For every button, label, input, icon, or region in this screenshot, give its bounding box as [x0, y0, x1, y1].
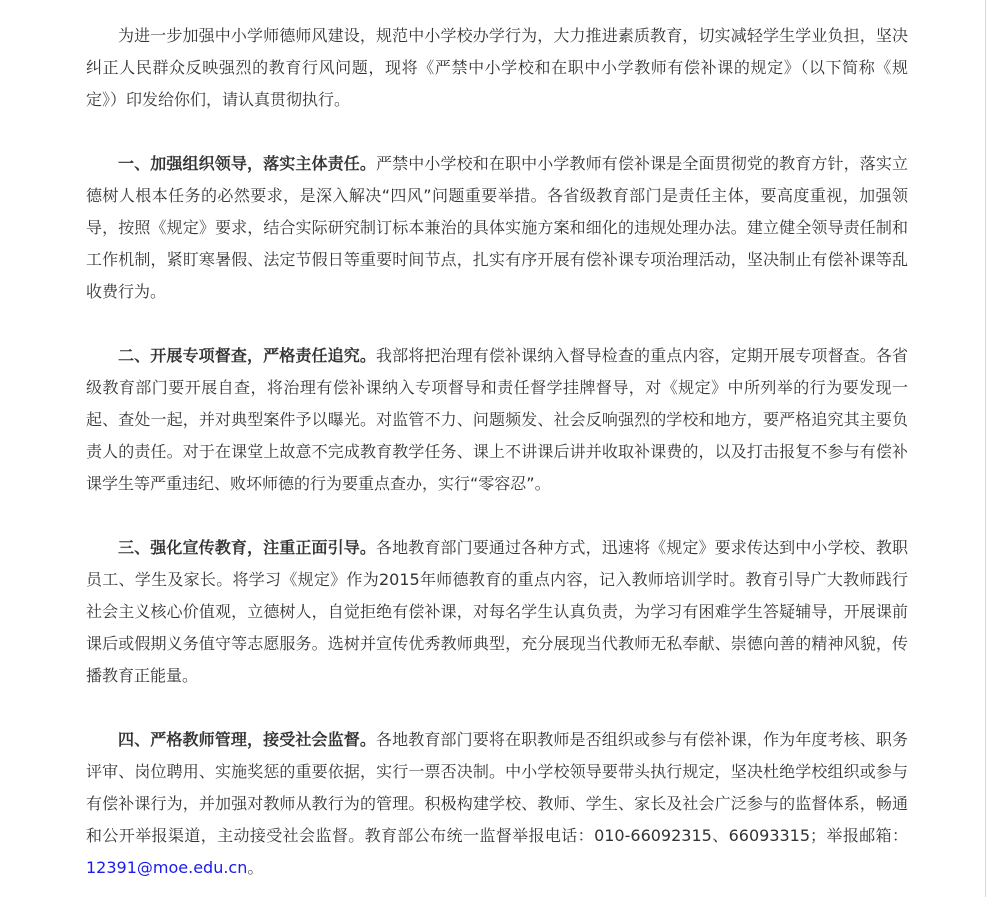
- right-border: [985, 0, 986, 897]
- section-4-paragraph: [86, 724, 908, 884]
- section-1-heading: 一、加强组织领导，落实主体责任。: [118, 154, 376, 173]
- report-email-link[interactable]: 12391@moe.edu.cn: [86, 858, 248, 877]
- intro-paragraph: 为进一步加强中小学师德师风建设，规范中小学校办学行为，大力推进素质教育，切实减轻学生学业负担，坚决纠正人民群众反映强烈的教育行风问题，现将《严禁中小学校和在职中小学教师有偿补课的规定》（以下简称《规定》）印发给你们，请认真贯彻执行。: [86, 26, 908, 109]
- section-1-paragraph: [86, 148, 908, 308]
- document-body: [86, 20, 908, 916]
- section-4-body: 各地教育部门要将在职教师是否组织或参与有偿补课，作为年度考核、职务评审、岗位聘用、实施奖惩的重要依据，实行一票否决制。中小学校领导要带头执行规定，坚决杜绝学校组织或参与有偿补课行为，并加强对教师从教行为的管理。积极构建学校、教师、学生、家长及社会广泛参与的监督体系，畅通和公开举报渠道，主动接受社会监督。教育部公布统一监督举报电话：010-66092315、66093315；举报邮箱：: [86, 730, 908, 845]
- section-4-heading: 四、严格教师管理，接受社会监督。: [118, 730, 376, 749]
- section-2-body: 我部将把治理有偿补课纳入督导检查的重点内容，定期开展专项督查。各省级教育部门要开展自查，将治理有偿补课纳入专项督导和责任督学挂牌督导，对《规定》中所列举的行为要发现一起、查处一起，并对典型案件予以曝光。对监管不力、问题频发、社会反响强烈的学校和地方，要严格追究其主要负责人的责任。对于在课堂上故意不完成教育教学任务、课上不讲课后讲并收取补课费的，以及打击报复不参与有偿补课学生等严重违纪、败坏师德的行为要重点查办，实行“零容忍”。: [86, 346, 908, 493]
- section-4-tail: 。: [247, 858, 264, 877]
- section-3-body: 各地教育部门要通过各种方式，迅速将《规定》要求传达到中小学校、教职员工、学生及家长。将学习《规定》作为2015年师德教育的重点内容，记入教师培训学时。教育引导广大教师践行社会主义核心价值观，立德树人，自觉拒绝有偿补课，对每名学生认真负责，为学习有困难学生答疑辅导，开展课前课后或假期义务值守等志愿服务。选树并宣传优秀教师典型，充分展现当代教师无私奉献、崇德向善的精神风貌，传播教育正能量。: [86, 538, 908, 685]
- section-2-paragraph: [86, 340, 908, 500]
- section-3-heading: 三、强化宣传教育，注重正面引导。: [118, 538, 376, 557]
- section-1-body: 严禁中小学校和在职中小学教师有偿补课是全面贯彻党的教育方针，落实立德树人根本任务的必然要求，是深入解决“四风”问题重要举措。各省级教育部门是责任主体，要高度重视，加强领导，按照《规定》要求，结合实际研究制订标本兼治的具体实施方案和细化的违规处理办法。建立健全领导责任制和工作机制，紧盯寒暑假、法定节假日等重要时间节点，扎实有序开展有偿补课专项治理活动，坚决制止有偿补课等乱收费行为。: [86, 154, 908, 301]
- section-2-heading: 二、开展专项督查，严格责任追究。: [118, 346, 376, 365]
- section-3-paragraph: [86, 532, 908, 692]
